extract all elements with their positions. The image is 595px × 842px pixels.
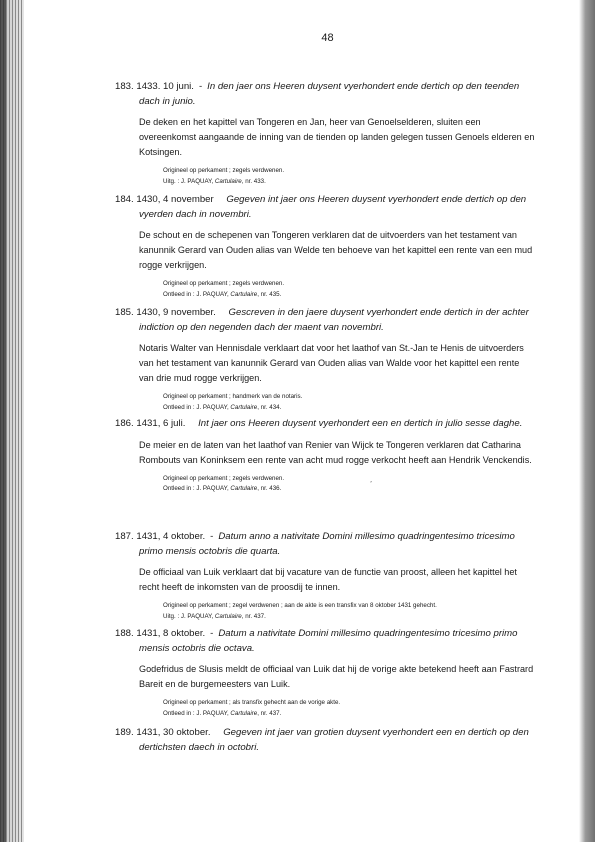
entry-date: 1431, 30 oktober.: [136, 727, 211, 738]
entry-summary: De officiaal van Luik verklaart dat bij vacature van de functie van proost, alleen het kapittel het recht heeft de inkomsten van de proosdij te innen.: [139, 567, 517, 592]
entry-notes: [115, 279, 535, 300]
note-reference: Ontleed in : J. PAQUAY, Cartulaire, nr. 437.: [163, 709, 282, 717]
entry-date: 1430, 9 november.: [136, 307, 216, 318]
entry-185: [115, 306, 535, 413]
entry-date: 1431, 4 oktober.: [136, 531, 206, 542]
entry-184: [115, 193, 535, 300]
entry-number: 186.: [115, 418, 134, 429]
note-reference: Ontleed in : J. PAQUAY, Cartulaire, nr. 435.: [163, 290, 282, 298]
entry-quote: In den jaer ons Heeren duysent vyerhondert ende dertich op den teenden dach in junio.: [139, 81, 520, 107]
entry-notes: [115, 474, 535, 495]
right-edge-shadow: [579, 0, 595, 842]
entry-number: 183.: [115, 81, 134, 92]
entry-number: 184.: [115, 194, 134, 205]
entry-heading: [115, 417, 535, 432]
entry-quote: Gescreven in den jaere duysent vyerhondert ende dertich in der achter indiction op den negenden dach der maent van novembri.: [139, 307, 529, 333]
entry-date: 1431, 6 juli.: [136, 418, 186, 429]
entry-quote: Gegeven int jaer ons Heeren duysent vyerhondert ende dertich op den vyerden dach in novembri.: [139, 194, 527, 220]
entry-189: [115, 726, 535, 755]
entry-quote: Int jaer ons Heeren duysent vyerhondert een en dertich in julio sesse daghe.: [198, 418, 523, 429]
entry-heading: [115, 193, 535, 222]
entry-notes: [115, 166, 535, 187]
entry-date: 1433. 10 juni.: [136, 81, 194, 92]
entry-number: 187.: [115, 531, 134, 542]
page-number: 48: [321, 32, 334, 44]
note-reference: Ontleed in : J. PAQUAY, Cartulaire, nr. 434.: [163, 403, 282, 411]
entry-summary: De deken en het kapittel van Tongeren en Jan, heer van Genoelselderen, sluiten een overeenkomst aangaande de inning van de tienden op landen gelegen tussen Genoels elderen en Kotsingen.: [139, 117, 535, 157]
entry-183: [115, 80, 535, 187]
note-original: Origineel op perkament ; zegels verdwenen.: [163, 280, 285, 287]
entry-number: 185.: [115, 307, 134, 318]
entry-summary: Godefridus de Slusis meldt de officiaal van Luik dat hij de vorige akte betekend heeft aan Fastrard Bareit en de burgemeesters van Luik.: [139, 664, 534, 689]
binding-edge-dark: [0, 0, 6, 842]
entry-summary: Notaris Walter van Hennisdale verklaart dat voor het laathof van St.-Jan te Henis de uitvoerders van het testament van kanunnik Gerard van Ouden alias van Walde voor het kapittel een rente van drie mud rogge verkrijgen.: [139, 343, 524, 383]
note-reference: Ontleed in : J. PAQUAY, Cartulaire, nr. 436.: [163, 485, 282, 492]
stray-mark: ’: [370, 481, 372, 487]
note-original: Origineel op perkament ; handmerk van de notaris.: [163, 393, 303, 400]
entry-notes: [115, 601, 535, 622]
note-original: Origineel op perkament ; zegel verdwenen ; aan de akte is een transfix van 8 oktober 1431 gehecht.: [163, 602, 437, 609]
note-original: Origineel op perkament ; zegels verdwenen.: [163, 474, 285, 482]
note-reference: Uitg. : J. PAQUAY, Cartulaire, nr. 433.: [163, 177, 266, 185]
note-original: Origineel op perkament ; zegels verdwenen.: [163, 167, 285, 174]
entry-heading: 183. 1433. 10 juni. - In den jaer ons Heeren duysent vyerhondert ende dertich op den teenden dach in junio.: [115, 81, 520, 107]
entry-quote: Gegeven int jaer van grotien duysent vyerhondert een en dertich op den dertichsten daech in octobri.: [139, 727, 529, 753]
entry-186: [115, 417, 535, 495]
entry-heading: [115, 726, 535, 755]
entry-date: 1431, 8 oktober.: [136, 628, 206, 639]
entry-quote: Datum a nativitate Domini millesimo quadringentesimo tricesimo primo mensis octobris die octava.: [139, 628, 518, 654]
entry-heading: 187. 1431, 4 oktober. - Datum anno a nativitate Domini millesimo quadringentesimo tricesimo primo mensis octobris die quarta.: [115, 531, 515, 557]
entry-188: [115, 627, 535, 719]
entry-heading: 188. 1431, 8 oktober. - Datum a nativitate Domini millesimo quadringentesimo tricesimo primo mensis octobris die octava.: [115, 628, 518, 654]
entry-number: 189.: [115, 727, 134, 738]
entry-notes: [115, 698, 535, 719]
entry-187: [115, 530, 535, 622]
note-reference: Uitg. : J. PAQUAY, Cartulaire, nr. 437.: [163, 612, 266, 620]
entry-quote: Datum anno a nativitate Domini millesimo quadringentesimo tricesimo primo mensis octobris die quarta.: [139, 531, 515, 557]
entry-heading: [115, 306, 535, 335]
entry-number: 188.: [115, 628, 134, 639]
entry-summary: De schout en de schepenen van Tongeren verklaren dat de uitvoerders van het testament van kanunnik Gerard van Ouden alias van Welde ten behoeve van het kapittel een rente van een mud rogge verkrijgen.: [139, 230, 533, 270]
entry-date: 1430, 4 november: [136, 194, 214, 205]
entry-summary: De meier en de laten van het laathof van Renier van Wijck te Tongeren verklaren dat Catharina Rombouts van Koninksem een rente van acht mud rogge verkocht heeft aan Hendrik Venckendis.: [139, 439, 532, 465]
note-original: Origineel op perkament ; als transfix gehecht aan de vorige akte.: [163, 699, 341, 706]
entry-notes: [115, 392, 535, 413]
